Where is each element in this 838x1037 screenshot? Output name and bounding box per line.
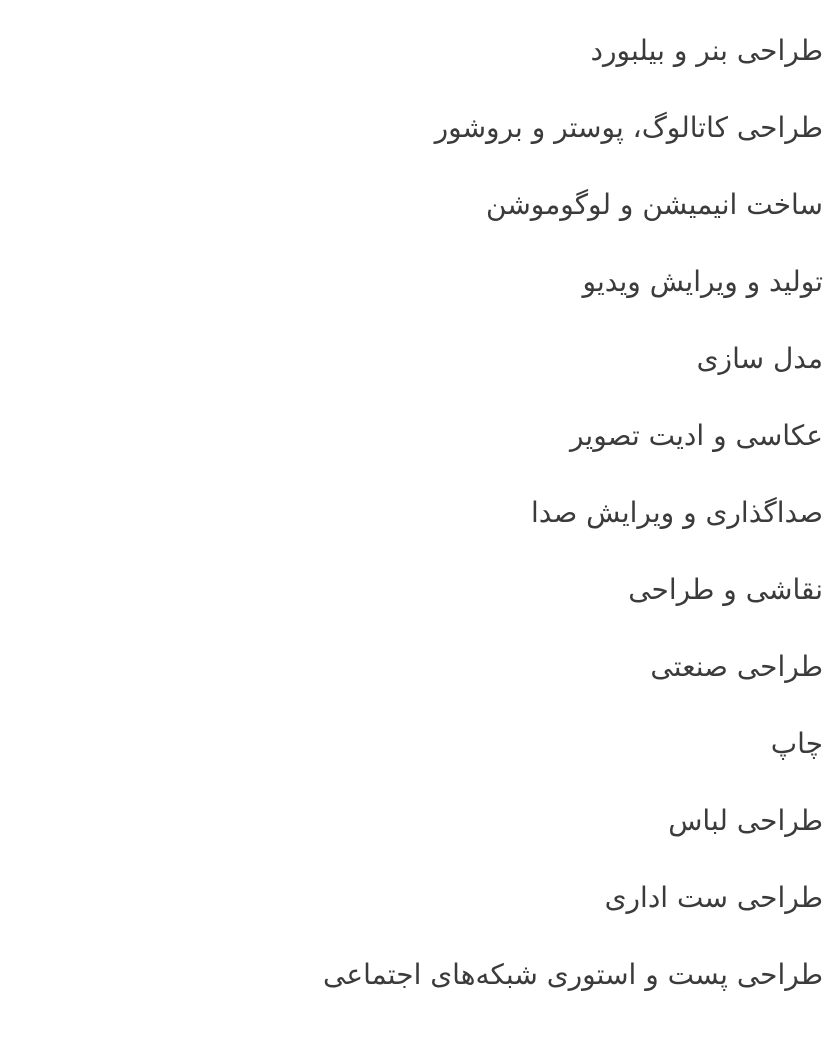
service-item-office-set-design: طراحی ست اداری [604, 881, 823, 914]
service-item-printing: چاپ [770, 727, 823, 760]
service-item-voiceover-audio-editing: صداگذاری و ویرایش صدا [530, 496, 823, 529]
service-item-clothing-design: طراحی لباس [668, 804, 823, 837]
service-item-industrial-design: طراحی صنعتی [650, 650, 823, 683]
service-item-social-media-post-story-design: طراحی پست و استوری شبکه‌های اجتماعی [323, 958, 823, 991]
service-item-photography-image-editing: عکاسی و ادیت تصویر [569, 419, 823, 452]
service-item-painting-drawing: نقاشی و طراحی [628, 573, 823, 606]
service-item-modeling: مدل سازی [696, 342, 823, 375]
service-item-video-production-editing: تولید و ویرایش ویدیو [582, 265, 823, 298]
service-item-catalog-poster-brochure-design: طراحی کاتالوگ، پوستر و بروشور [434, 111, 823, 144]
service-item-banner-billboard-design: طراحی بنر و بیلبورد [590, 34, 823, 67]
service-item-animation-logomotion: ساخت انیمیشن و لوگوموشن [486, 188, 823, 221]
